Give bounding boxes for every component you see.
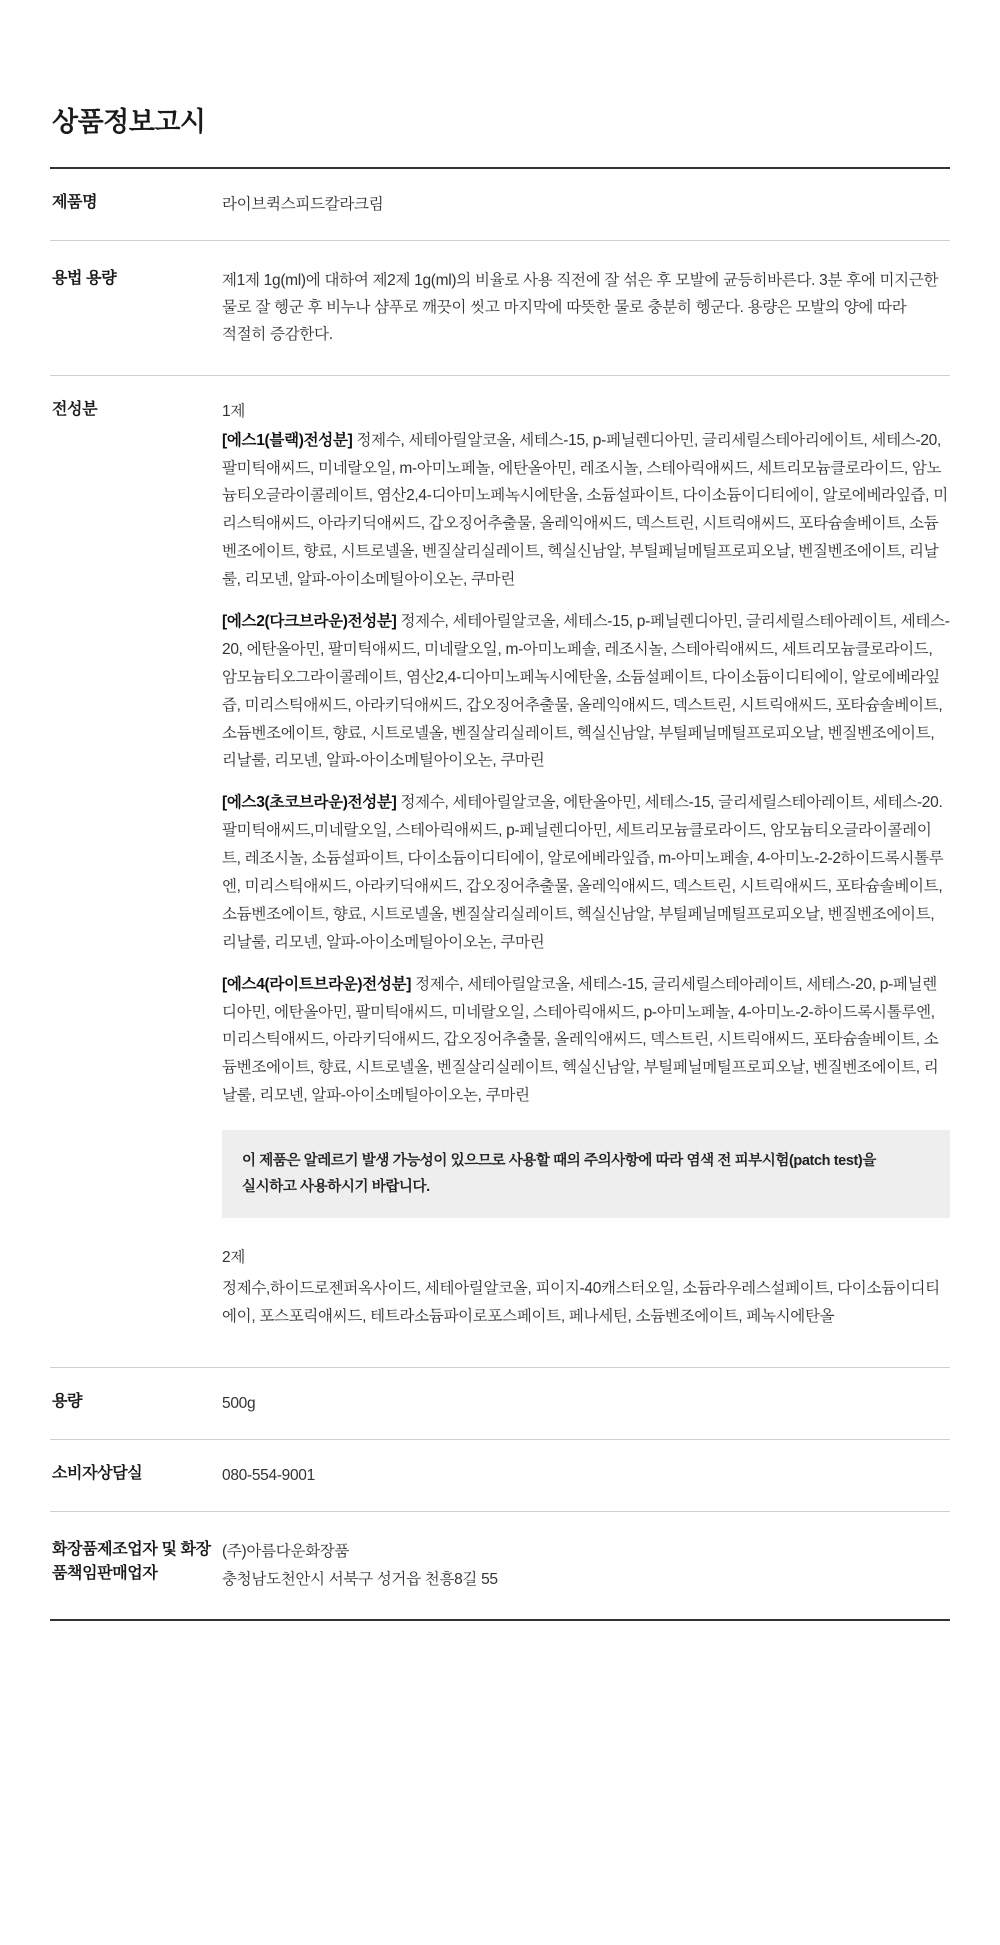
ingredient-group-s2	[222, 608, 950, 775]
ingredient-group-s3-text: 정제수, 세테아릴알코올, 에탄올아민, 세테스-15, 글리세릴스테아레이트, 세테스-20. 팔미틱애씨드,미네랄오일, 스테아릭애씨드, p-페닐렌디아민, 세트리모늄클로라이드, 암모늄티오글라이콜레이트, 레조시놀, 소듐설파이트, 다이소듐이디티에이, 알로에베라잎즙, m-아미노페솔, 4-아미노-2-2하이드록시톨루엔, 미리스틱애씨드, 아라키딕애씨드, 갑오징어추출물, 올레익애씨드, 덱스트린, 시트릭애씨드, 포타슘솔베이트, 소듐벤조에이트, 향료, 시트로넬올, 벤질살리실레이트, 헥실신남알, 부틸페닐메틸프로피오날, 벤질벤조에이트, 리날룰, 리모넨, 알파-아이소메틸아이오논, 쿠마린	[222, 794, 944, 951]
table-row-volume	[50, 1368, 950, 1440]
ingredient-group-s1-text: 정제수, 세테아릴알코올, 세테스-15, p-페닐렌디아민, 글리세릴스테아리에이트, 세테스-20, 팔미틱애씨드, 미네랄오일, m-아미노페놀, 에탄올아민, 레조시놀, 스테아릭애씨드, 세트리모늄클로라이드, 암노늄티오글라이콜레이트, 염산2,4-디아미노페녹시에탄올, 소듐설파이트, 다이소듐이디티에이, 알로에베라잎즙, 미리스틱애씨드, 아라키딕애씨드, 갑오징어추출물, 올레익애씨드, 덱스트린, 시트릭애씨드, 포타슘솔베이트, 소듐벤조에이트, 향료, 시트로넬올, 벤질살리실레이트, 헥실신남알, 부틸페닐메틸프로피오날, 벤질벤조에이트, 리날룰, 리모넨, 알파-아이소메틸아이오논, 쿠마린	[222, 431, 948, 589]
row-label-volume: 용량	[52, 1393, 83, 1411]
row-label-ingredients: 전성분	[52, 400, 98, 418]
ingredient-group-s4	[222, 971, 950, 1110]
table-row-manufacturer	[50, 1512, 950, 1620]
table-row-product-name	[50, 168, 950, 241]
row-label-manufacturer: 화장품제조업자 및 화장품책임판매업자	[52, 1541, 211, 1583]
row-value-usage: 제1제 1g(ml)에 대하여 제2제 1g(ml)의 비율로 사용 직전에 잘 섞은 후 모발에 균등히바른다. 3분 후에 미지근한 물로 잘 헹군 후 비누나 샴푸로 깨끗이 씻고 마지막에 따뜻한 물로 충분히 헹군다. 용량은 모발의 양에 따라 적절히 증감한다.	[222, 272, 939, 344]
table-row-ingredients	[50, 375, 950, 1368]
ingredient-group-s2-label: [에스2(다크브라운)전성분]	[222, 612, 397, 630]
row-label-usage: 용법 용량	[52, 270, 117, 288]
ingredient-group-s3-label: [에스3(초코브라운)전성분]	[222, 794, 397, 812]
table-row-customer-service	[50, 1440, 950, 1512]
ingredient-group-s2-text: 정제수, 세테아릴알코올, 세테스-15, p-페닐렌디아민, 글리세릴스테아레이트, 세테스-20, 에탄올아민, 팔미틱애씨드, 미네랄오일, m-아미노페솔, 레조시놀, 스테아릭애씨드, 세트리모늄클로라이드, 암모늄티오그라이콜레이트, 염산2,4-디아미노페녹시에탄올, 소듐설페이트, 다이소듐이디티에이, 알로에베라잎즙, 미리스틱애씨드, 아라키딕애씨드, 갑오징어추출물, 올레익애씨드, 덱스트린, 시트릭애씨드, 포타슘솔베이트, 소듐벤조에이트, 향료, 시트로넬올, 벤질살리실레이트, 헥실신남알, 부틸페닐메틸프로피오날, 벤질벤조에이트, 리날룰, 리모넨, 알파-아이소메틸아이오논, 쿠마린	[222, 612, 950, 770]
manufacturer-address: 충청남도천안시 서북구 성거읍 천흥8길 55	[222, 1570, 498, 1588]
row-value-product-name: 라이브퀵스피드칼라크림	[222, 196, 384, 213]
part2-ingredients-text: 정제수,하이드로젠퍼옥사이드, 세테아릴알코올, 피이지-40캐스터오일, 소듐라우레스설페이트, 다이소듐이디티에이, 포스포릭애씨드, 테트라소듐파이로포스페이트, 페나세틴, 소듐벤조에이트, 페녹시에탄올	[222, 1280, 940, 1326]
table-row-usage	[50, 241, 950, 375]
row-value-volume: 500g	[222, 1395, 256, 1413]
row-value-ingredients	[222, 375, 950, 1368]
part1-title: 1제	[222, 402, 245, 420]
row-label-product-name: 제품명	[52, 194, 98, 211]
row-value-customer-service: 080-554-9001	[222, 1467, 315, 1485]
product-info-table	[50, 167, 950, 1621]
page-title: 상품정보고시	[52, 107, 206, 137]
part2-title: 2제	[222, 1249, 245, 1267]
ingredient-group-s4-text: 정제수, 세테아릴알코올, 세테스-15, 글리세릴스테아레이트, 세테스-20, p-페닐렌디아민, 에탄올아민, 팔미틱애씨드, 미네랄오일, 스테아릭애씨드, p-아미노페놀, 4-아미노-2-하이드록시톨루엔, 미리스틱애씨드, 아라키딕애씨드, 갑오징어추출물, 올레익애씨드, 덱스트린, 시트릭애씨드, 포타슘솔베이트, 소듐벤조에이트, 향료, 시트로넬올, 벤질살리실레이트, 헥실신남알, 부틸페닐메틸프로피오날, 벤질벤조에이트, 리날룰, 리모넨, 알파-아이소메틸아이오논, 쿠마린	[222, 975, 939, 1105]
allergy-notice: 이 제품은 알레르기 발생 가능성이 있으므로 사용할 때의 주의사항에 따라 염색 전 피부시험(patch test)을 실시하고 사용하시기 바랍니다.	[222, 1130, 950, 1218]
ingredient-group-s4-label: [에스4(라이트브라운)전성분]	[222, 975, 412, 993]
row-value-manufacturer	[222, 1512, 950, 1620]
ingredient-group-s3	[222, 789, 950, 956]
row-label-customer-service: 소비자상담실	[52, 1465, 143, 1483]
ingredient-group-s1	[222, 427, 950, 594]
ingredient-group-s1-label: [에스1(블랙)전성분]	[222, 431, 353, 449]
manufacturer-company: (주)아름다운화장품	[222, 1543, 350, 1561]
